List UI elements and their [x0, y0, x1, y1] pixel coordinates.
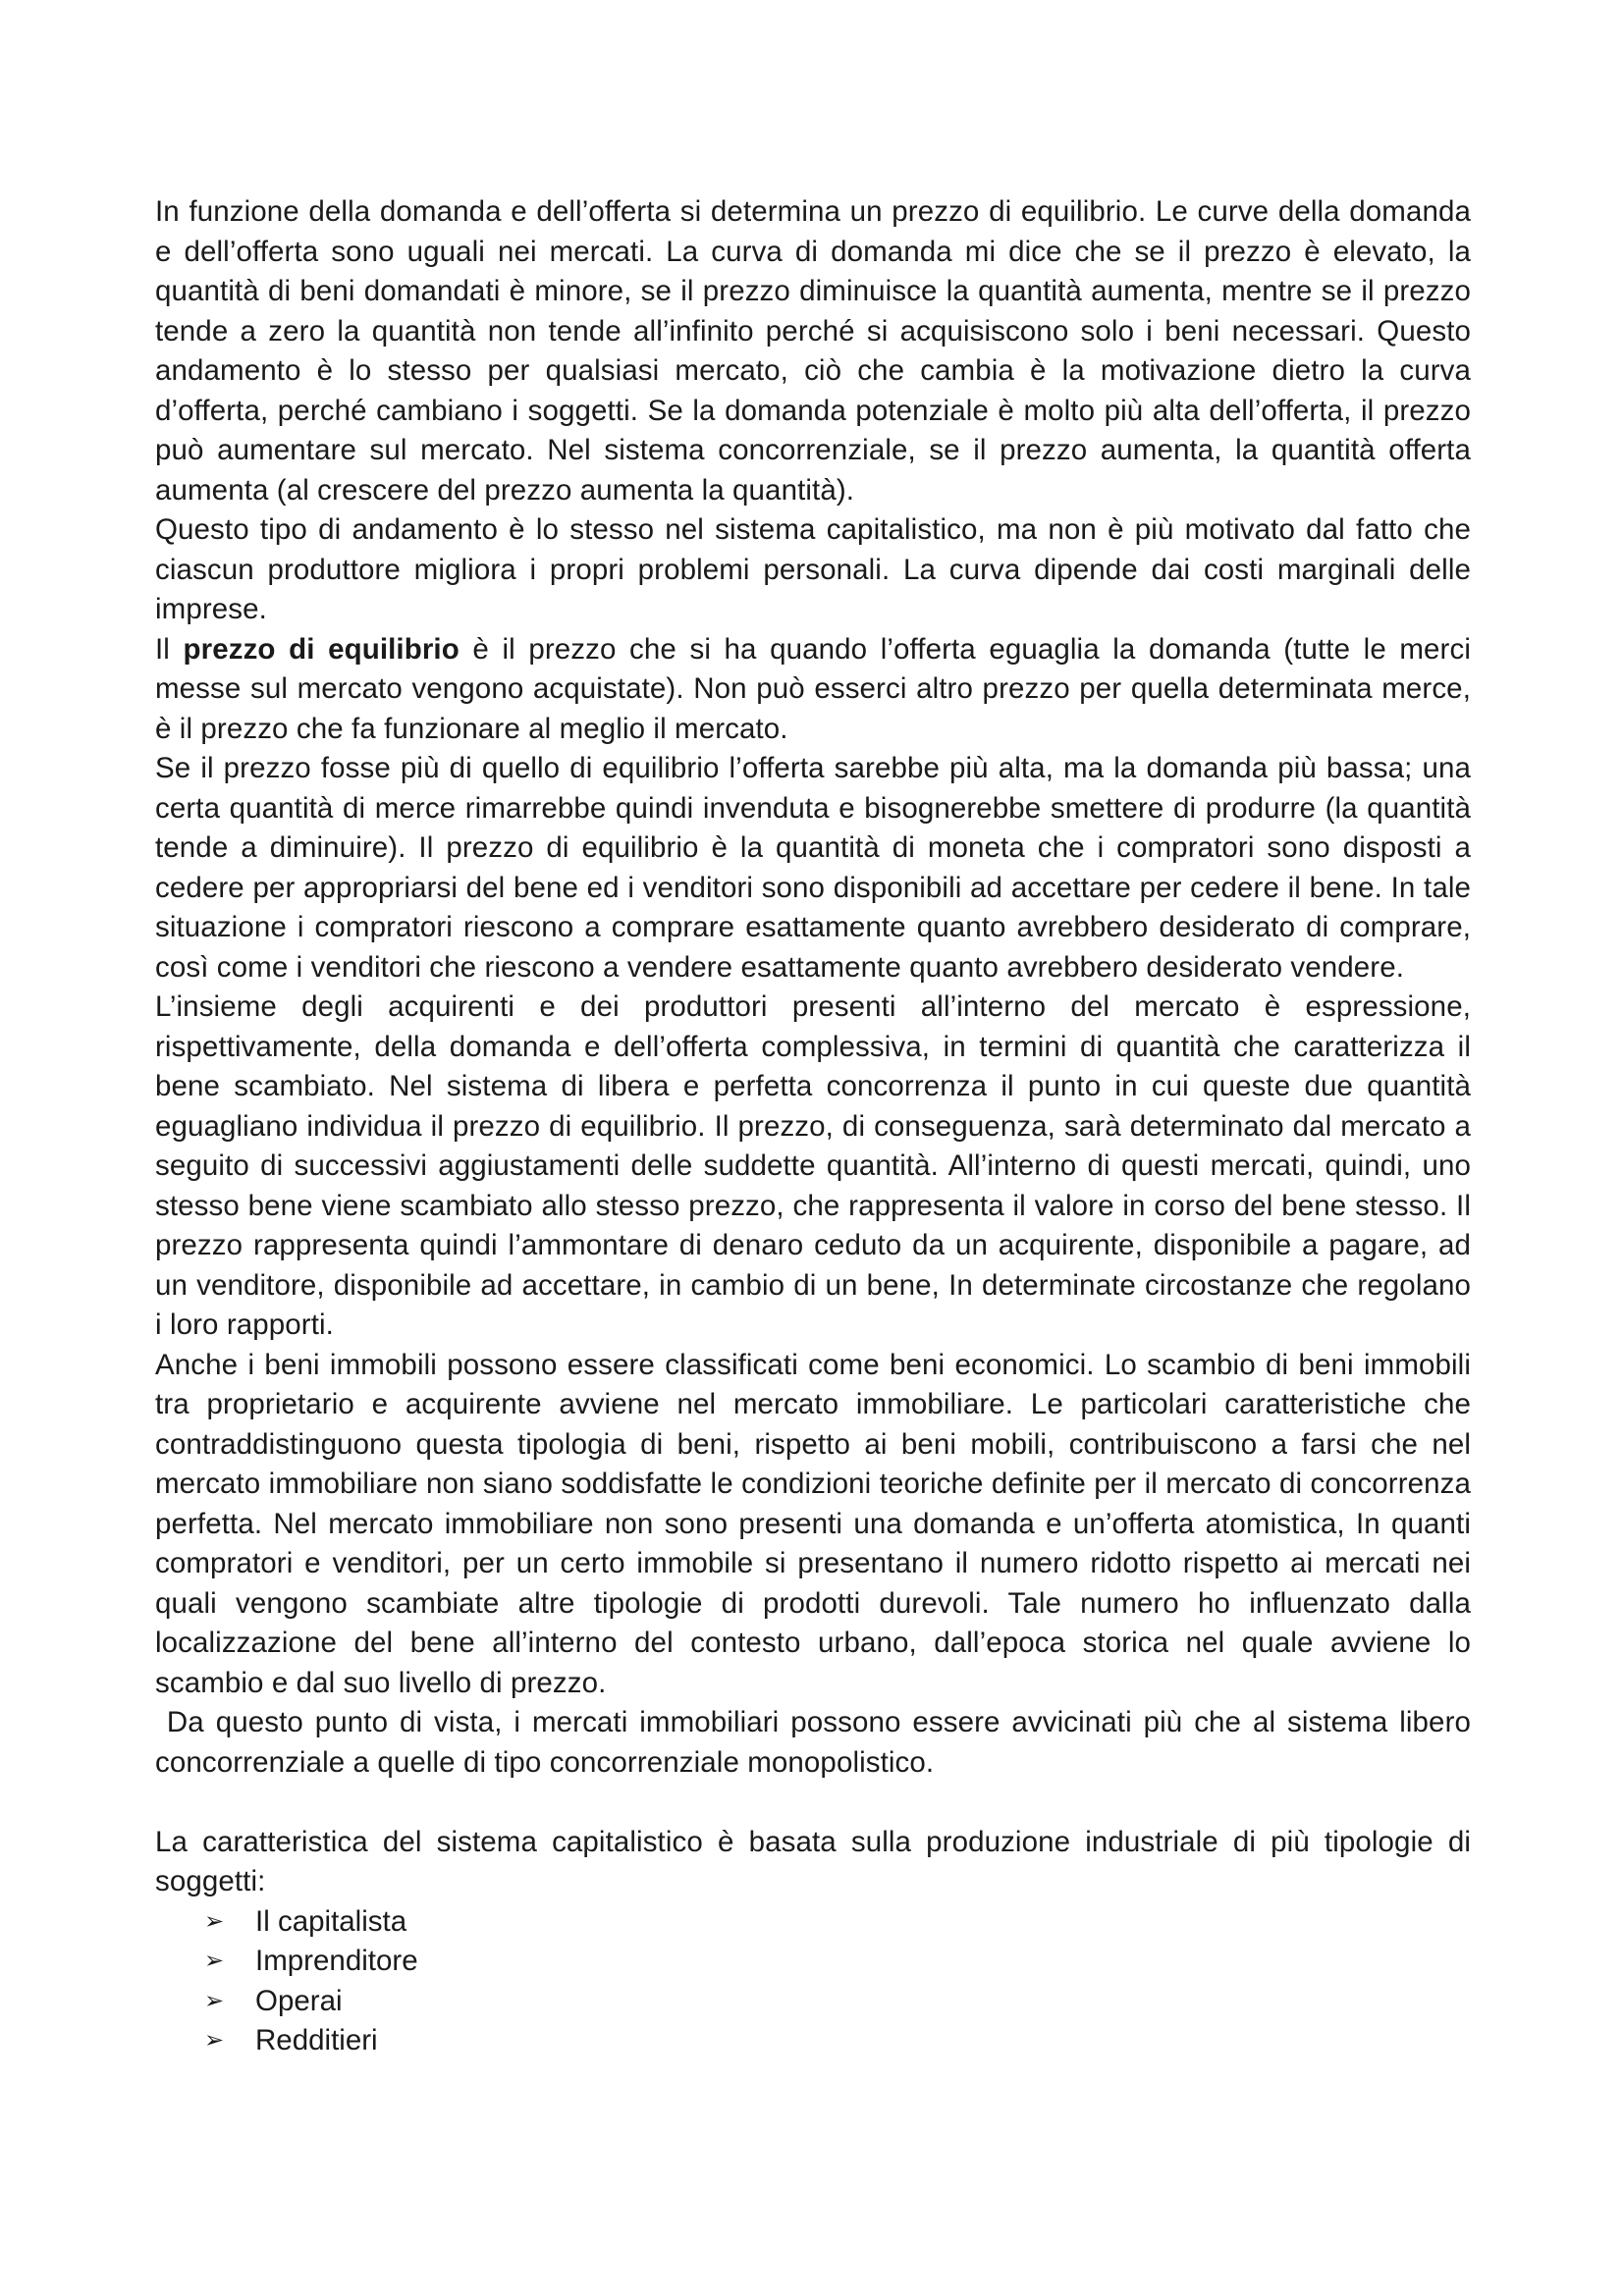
list-item-label: Imprenditore [255, 1945, 418, 1977]
equilibrio-bold-term: prezzo di equilibrio [183, 632, 460, 666]
document-page [155, 192, 1471, 2061]
list-item-label: Il capitalista [255, 1904, 407, 1938]
paragraph-punto-di-vista: Da questo punto di vista, i mercati immobiliari possono essere avvicinati più che al sistema libero concorrenziale a quelle di tipo concorrenziale monopolistico. [155, 1706, 1471, 1779]
paragraph-caratteristica-capitalistico: La caratteristica del sistema capitalistico è basata sulla produzione industriale di più tipologie di soggetti: [155, 1825, 1471, 1897]
list-item [204, 1982, 1471, 2022]
paragraph-prezzo-superiore: Se il prezzo fosse più di quello di equilibrio l’offerta sarebbe più alta, ma la domanda più bassa; una certa quantità di merce rimarrebbe quindi invenduta e bisognerebbe smettere di produrre (la quantità tende a diminuire). Il prezzo di equilibrio è la quantità di moneta che i compratori sono disposti a cedere per appropriarsi del bene ed i venditori sono disponibili ad accettare per cedere il bene. In tale situazione i compratori riescono a comprare esattamente quanto avrebbero desiderato di comprare, così come i venditori che riescono a vendere esattamente quanto avrebbero desiderato vendere. [155, 752, 1471, 984]
blank-line [155, 1783, 1471, 1823]
paragraph-beni-immobili: Anche i beni immobili possono essere classificati come beni economici. Lo scambio di beni immobili tra proprietario e acquirente avviene nel mercato immobiliare. Le particolari caratteristiche che contraddistinguono questa tipologia di beni, rispetto ai beni mobili, contribuiscono a farsi che nel mercato immobiliare non siano soddisfatte le condizioni teoriche definite per il mercato di concorrenza perfetta. Nel mercato immobiliare non sono presenti una domanda e un’offerta atomistica, In quanti compratori e venditori, per un certo immobile si presentano il numero ridotto rispetto ai mercati nei quali vengono scambiate altre tipologie di prodotti durevoli. Tale numero ho influenzato dalla localizzazione del bene all’interno del contesto urbano, dall’epoca storica nel quale avviene lo scambio e dal suo livello di prezzo. [155, 1348, 1471, 1699]
arrowhead-bullet-icon: ➢ [204, 1907, 225, 1935]
paragraph-domanda-offerta: In funzione della domanda e dell’offerta si determina un prezzo di equilibrio. Le curve della domanda e dell’offerta sono uguali nei mercati. La curva di domanda mi dice che se il prezzo è elevato, la quantità di beni domandati è minore, se il prezzo diminuisce la quantità aumenta, mentre se il prezzo tende a zero la quantità non tende all’infinito perché si acquisiscono solo i beni necessari. Questo andamento è lo stesso per qualsiasi mercato, ciò che cambia è la motivazione dietro la curva d’offerta, perché cambiano i soggetti. Se la domanda potenziale è molto più alta dell’offerta, il prezzo può aumentare sul mercato. Nel sistema concorrenziale, se il prezzo aumenta, la quantità offerta aumenta (al crescere del prezzo aumenta la quantità). [155, 195, 1471, 507]
paragraph-prezzo-equilibrio [155, 630, 1471, 750]
paragraph-acquirenti-produttori: L’insieme degli acquirenti e dei produttori presenti all’interno del mercato è espressione, rispettivamente, della domanda e dell’offerta complessiva, in termini di quantità che caratterizza il bene scambiato. Nel sistema di libera e perfetta concorrenza il punto in cui queste due quantità eguagliano individua il prezzo di equilibrio. Il prezzo, di conseguenza, sarà determinato dal mercato a seguito di successivi aggiustamenti delle suddette quantità. All’interno di questi mercati, quindi, uno stesso bene viene scambiato allo stesso prezzo, che rappresenta il valore in corso del bene stesso. Il prezzo rappresenta quindi l’ammontare di denaro ceduto da un acquirente, disponibile a pagare, ad un venditore, disponibile ad accettare, in cambio di un bene, In determinate circostanze che regolano i loro rapporti. [155, 990, 1471, 1341]
arrowhead-bullet-icon: ➢ [204, 1987, 225, 2014]
list-item-label: Redditieri [255, 2024, 378, 2056]
equilibrio-suffix: è il prezzo che si ha quando l’offerta eguaglia la domanda (tutte le merci messe sul mercato vengono acquistate). Non può esserci altro prezzo per quella determinata merce, è il prezzo che fa funzionare al meglio il mercato. [155, 632, 1471, 745]
paragraph-sistema-capitalistico: Questo tipo di andamento è lo stesso nel sistema capitalistico, ma non è più motivato dal fatto che ciascun produttore migliora i propri problemi personali. La curva dipende dai costi marginali delle imprese. [155, 513, 1471, 625]
list-item [204, 1902, 1471, 1943]
arrowhead-bullet-icon: ➢ [204, 2027, 225, 2054]
list-item-label: Operai [255, 1984, 343, 2017]
arrowhead-bullet-icon: ➢ [204, 1948, 225, 1974]
soggetti-list [155, 1902, 1471, 2061]
list-item [204, 2021, 1471, 2061]
list-item [204, 1942, 1471, 1982]
equilibrio-prefix: Il [155, 632, 184, 666]
